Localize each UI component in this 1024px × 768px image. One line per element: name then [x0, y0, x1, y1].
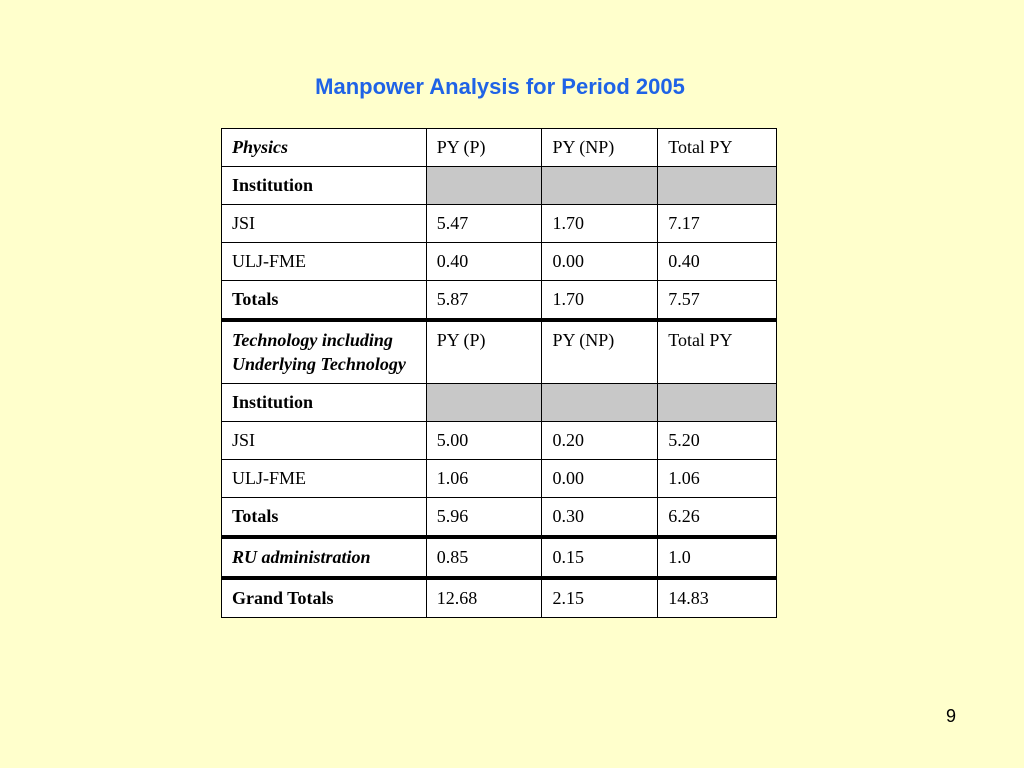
py-np-value: 2.15 — [542, 578, 658, 618]
py-p-value: 0.40 — [426, 243, 542, 281]
column-header-py-np: PY (NP) — [542, 320, 658, 384]
py-p-value: 5.96 — [426, 498, 542, 538]
slide-title: Manpower Analysis for Period 2005 — [315, 74, 685, 99]
py-np-value: 0.00 — [542, 460, 658, 498]
institution-name: ULJ-FME — [222, 460, 427, 498]
py-np-value: 1.70 — [542, 205, 658, 243]
column-header-py-p: PY (P) — [426, 320, 542, 384]
grand-totals-row — [222, 578, 777, 618]
py-np-value: 0.30 — [542, 498, 658, 538]
py-p-value: 5.47 — [426, 205, 542, 243]
physics-totals-row — [222, 281, 777, 321]
physics-heading: Physics — [222, 129, 427, 167]
institution-label: Institution — [222, 167, 427, 205]
table-row — [222, 422, 777, 460]
ru-administration-row — [222, 537, 777, 578]
py-np-value: 0.15 — [542, 537, 658, 578]
grand-totals-label: Grand Totals — [222, 578, 427, 618]
technology-header-row — [222, 320, 777, 384]
total-py-value: 6.26 — [658, 498, 777, 538]
py-p-value: 5.87 — [426, 281, 542, 321]
total-py-value: 7.57 — [658, 281, 777, 321]
institution-name: JSI — [222, 422, 427, 460]
py-p-value: 1.06 — [426, 460, 542, 498]
column-header-py-p: PY (P) — [426, 129, 542, 167]
total-py-value: 5.20 — [658, 422, 777, 460]
total-py-value: 1.06 — [658, 460, 777, 498]
technology-totals-row — [222, 498, 777, 538]
institution-name: ULJ-FME — [222, 243, 427, 281]
technology-heading: Technology including Underlying Technology — [222, 320, 427, 384]
py-p-value: 0.85 — [426, 537, 542, 578]
total-py-value: 0.40 — [658, 243, 777, 281]
manpower-table — [221, 128, 777, 618]
shaded-cell — [426, 384, 542, 422]
technology-institution-row — [222, 384, 777, 422]
shaded-cell — [542, 167, 658, 205]
table-row — [222, 460, 777, 498]
total-py-value: 1.0 — [658, 537, 777, 578]
table-row — [222, 205, 777, 243]
shaded-cell — [658, 167, 777, 205]
shaded-cell — [426, 167, 542, 205]
physics-header-row — [222, 129, 777, 167]
py-np-value: 0.00 — [542, 243, 658, 281]
totals-label: Totals — [222, 281, 427, 321]
physics-institution-row — [222, 167, 777, 205]
py-np-value: 0.20 — [542, 422, 658, 460]
py-p-value: 12.68 — [426, 578, 542, 618]
py-p-value: 5.00 — [426, 422, 542, 460]
py-np-value: 1.70 — [542, 281, 658, 321]
shaded-cell — [658, 384, 777, 422]
ru-administration-label: RU administration — [222, 537, 427, 578]
total-py-value: 7.17 — [658, 205, 777, 243]
column-header-total-py: Total PY — [658, 129, 777, 167]
table-row — [222, 243, 777, 281]
shaded-cell — [542, 384, 658, 422]
institution-label: Institution — [222, 384, 427, 422]
totals-label: Totals — [222, 498, 427, 538]
column-header-py-np: PY (NP) — [542, 129, 658, 167]
total-py-value: 14.83 — [658, 578, 777, 618]
page-number: 9 — [946, 706, 957, 726]
column-header-total-py: Total PY — [658, 320, 777, 384]
institution-name: JSI — [222, 205, 427, 243]
